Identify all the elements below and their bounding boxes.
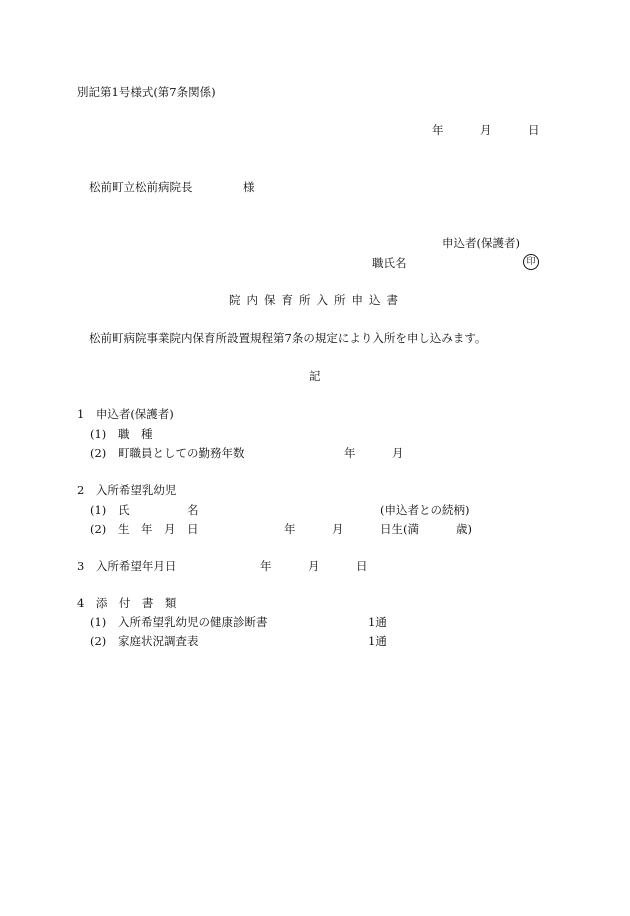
addressee-honorific: 様 — [243, 180, 255, 194]
section2-heading: 2 入所希望乳幼児 — [77, 483, 177, 497]
section4-item1-count: 1通 — [368, 615, 387, 629]
date-month-label: 月 — [480, 123, 492, 137]
seal-mark: 印 — [523, 254, 539, 270]
section1-item2-num: (2) — [90, 446, 107, 460]
ki-heading: 記 — [309, 369, 321, 383]
section4-item1-num: (1) — [90, 615, 107, 629]
date-day-label: 日 — [528, 123, 540, 137]
form-number: 別記第1号様式(第7条関係) — [77, 85, 216, 99]
section2-item2-year: 年 — [284, 522, 296, 536]
section4-item2-count: 1通 — [368, 634, 387, 648]
section1-heading: 1 申込者(保護者) — [77, 407, 174, 421]
section2-item2-day: 日生(満 — [380, 522, 419, 536]
section1-item2-month: 月 — [392, 446, 404, 460]
addressee-name: 松前町立松前病院長 — [89, 180, 193, 194]
section2-item1-relation: (申込者との続柄) — [380, 503, 470, 517]
section1-item2-label: 町職員としての勤務年数 — [118, 446, 245, 460]
applicant-label: 申込者(保護者) — [442, 236, 520, 250]
section3-heading: 3 入所希望年月日 — [77, 559, 177, 573]
section4-heading: 4 添 付 書 類 — [77, 596, 177, 610]
job-name-label: 職氏名 — [372, 256, 407, 270]
date-year-label: 年 — [432, 123, 444, 137]
section3-month: 月 — [308, 559, 320, 573]
section1-item2-year: 年 — [344, 446, 356, 460]
section3-year: 年 — [260, 559, 272, 573]
document-title: 院内保育所入所申込書 — [229, 293, 404, 307]
section2-item1-label: 氏 名 — [118, 503, 199, 517]
section3-day: 日 — [356, 559, 368, 573]
section1-item1-num: (1) — [90, 427, 107, 441]
section2-item2-label: 生 年 月 日 — [118, 522, 199, 536]
section4-item1-label: 入所希望乳幼児の健康診断書 — [118, 615, 268, 629]
section4-item2-num: (2) — [90, 634, 107, 648]
body-text: 松前町病院事業院内保育所設置規程第7条の規定により入所を申し込みます。 — [89, 331, 487, 345]
section4-item2-label: 家庭状況調査表 — [118, 634, 199, 648]
section2-item2-age: 歳) — [456, 522, 472, 536]
section2-item2-num: (2) — [90, 522, 107, 536]
section1-item1-label: 職 種 — [118, 427, 153, 441]
section2-item2-month: 月 — [332, 522, 344, 536]
section2-item1-num: (1) — [90, 503, 107, 517]
